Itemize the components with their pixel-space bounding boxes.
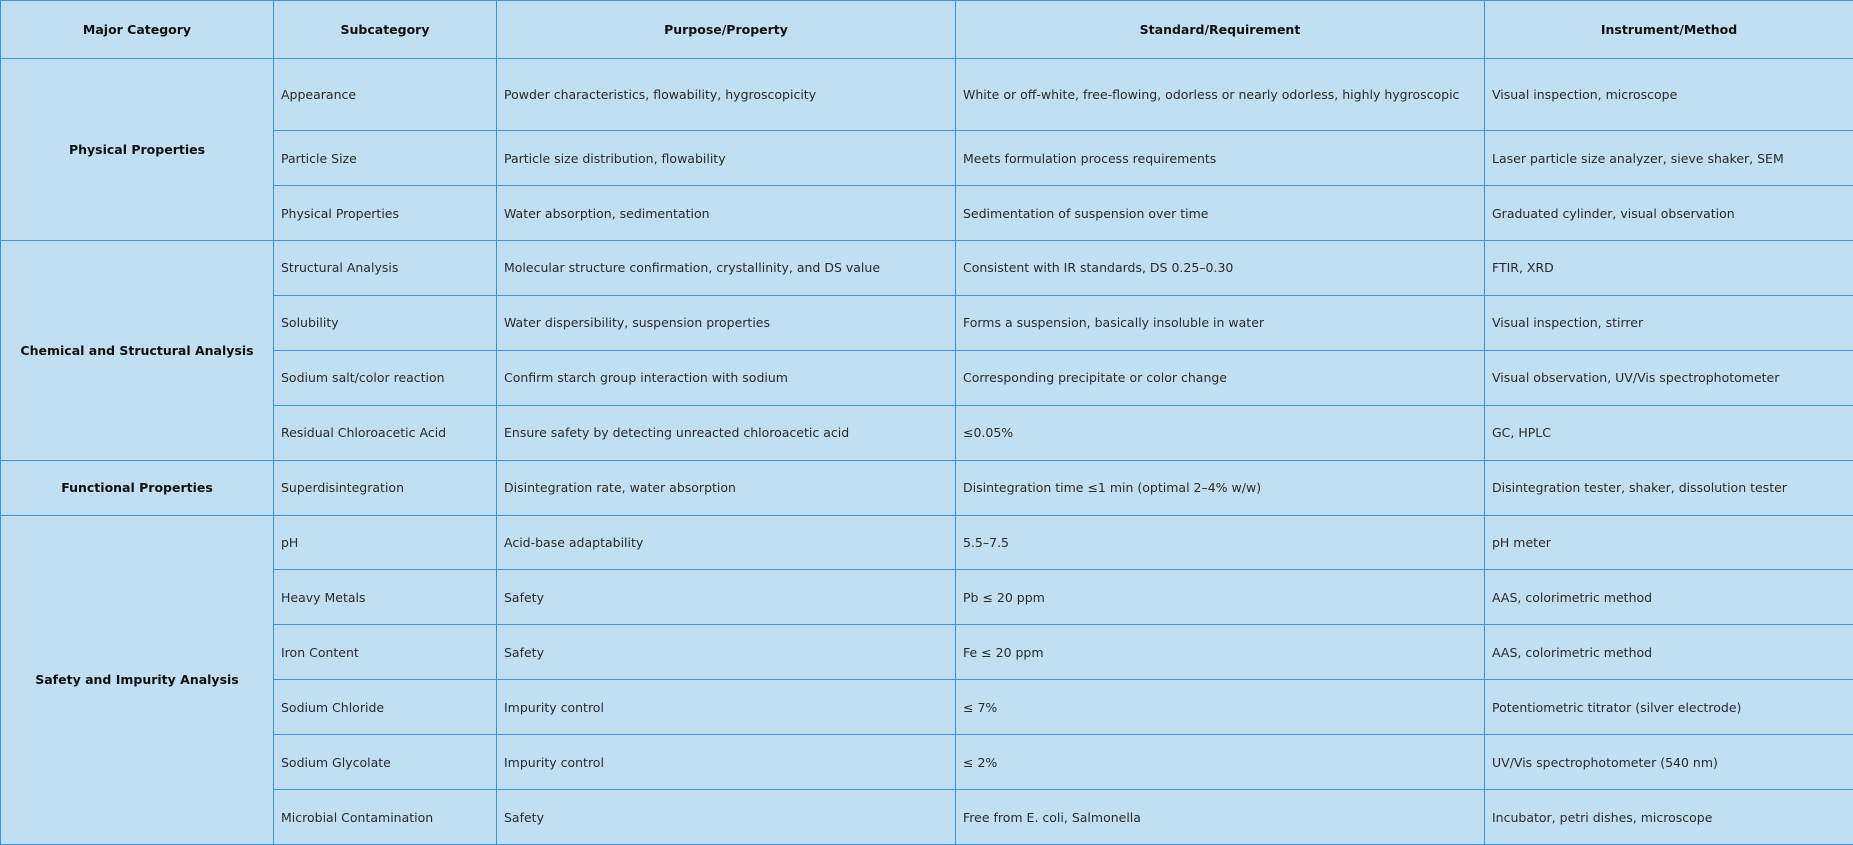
method-cell: Graduated cylinder, visual observation [1485, 186, 1853, 241]
subcategory-cell: Superdisintegration [274, 460, 497, 515]
subcategory-cell: Structural Analysis [274, 241, 497, 296]
subcategory-cell: Heavy Metals [274, 570, 497, 625]
standard-cell: Corresponding precipitate or color change [956, 350, 1485, 405]
subcategory-cell: Solubility [274, 295, 497, 350]
method-cell: Visual observation, UV/Vis spectrophotometer [1485, 350, 1853, 405]
table-row [1, 59, 1853, 131]
subcategory-cell: Residual Chloroacetic Acid [274, 405, 497, 460]
purpose-cell: Particle size distribution, flowability [497, 131, 956, 186]
table-row [1, 131, 1853, 186]
method-cell: FTIR, XRD [1485, 241, 1853, 296]
standard-cell: ≤ 2% [956, 735, 1485, 790]
standard-cell: Pb ≤ 20 ppm [956, 570, 1485, 625]
header-standard-requirement: Standard/Requirement [956, 1, 1485, 59]
purpose-cell: Water absorption, sedimentation [497, 186, 956, 241]
table-row [1, 186, 1853, 241]
purpose-cell: Safety [497, 570, 956, 625]
table-row [1, 350, 1853, 405]
purpose-cell: Ensure safety by detecting unreacted chloroacetic acid [497, 405, 956, 460]
subcategory-cell: pH [274, 515, 497, 570]
major-category-cell: Physical Properties [1, 59, 274, 241]
method-cell: Incubator, petri dishes, microscope [1485, 790, 1853, 845]
method-cell: Potentiometric titrator (silver electrode) [1485, 680, 1853, 735]
method-cell: GC, HPLC [1485, 405, 1853, 460]
method-cell: Visual inspection, stirrer [1485, 295, 1853, 350]
table-row [1, 515, 1853, 570]
standard-cell: Meets formulation process requirements [956, 131, 1485, 186]
standard-cell: ≤0.05% [956, 405, 1485, 460]
subcategory-cell: Microbial Contamination [274, 790, 497, 845]
standard-cell: Forms a suspension, basically insoluble in water [956, 295, 1485, 350]
standard-cell: Sedimentation of suspension over time [956, 186, 1485, 241]
table-row [1, 460, 1853, 515]
subcategory-cell: Iron Content [274, 625, 497, 680]
standard-cell: ≤ 7% [956, 680, 1485, 735]
purpose-cell: Impurity control [497, 680, 956, 735]
purpose-cell: Acid-base adaptability [497, 515, 956, 570]
subcategory-cell: Particle Size [274, 131, 497, 186]
method-cell: Disintegration tester, shaker, dissolution tester [1485, 460, 1853, 515]
header-row [1, 1, 1853, 59]
method-cell: Laser particle size analyzer, sieve shaker, SEM [1485, 131, 1853, 186]
table-row [1, 405, 1853, 460]
method-cell: AAS, colorimetric method [1485, 625, 1853, 680]
subcategory-cell: Appearance [274, 59, 497, 131]
purpose-cell: Powder characteristics, flowability, hygroscopicity [497, 59, 956, 131]
header-subcategory: Subcategory [274, 1, 497, 59]
purpose-cell: Confirm starch group interaction with sodium [497, 350, 956, 405]
standard-cell: Free from E. coli, Salmonella [956, 790, 1485, 845]
header-major-category: Major Category [1, 1, 274, 59]
method-cell: Visual inspection, microscope [1485, 59, 1853, 131]
subcategory-cell: Sodium Glycolate [274, 735, 497, 790]
subcategory-cell: Physical Properties [274, 186, 497, 241]
header-purpose-property: Purpose/Property [497, 1, 956, 59]
table-row [1, 790, 1853, 845]
method-cell: UV/Vis spectrophotometer (540 nm) [1485, 735, 1853, 790]
purpose-cell: Disintegration rate, water absorption [497, 460, 956, 515]
table-row [1, 680, 1853, 735]
method-cell: pH meter [1485, 515, 1853, 570]
method-cell: AAS, colorimetric method [1485, 570, 1853, 625]
standard-cell: Consistent with IR standards, DS 0.25–0.30 [956, 241, 1485, 296]
table-row [1, 625, 1853, 680]
standard-cell: 5.5–7.5 [956, 515, 1485, 570]
header-instrument-method: Instrument/Method [1485, 1, 1853, 59]
table-row [1, 570, 1853, 625]
purpose-cell: Safety [497, 625, 956, 680]
standard-cell: Fe ≤ 20 ppm [956, 625, 1485, 680]
major-category-cell: Functional Properties [1, 460, 274, 515]
major-category-cell: Chemical and Structural Analysis [1, 241, 274, 461]
purpose-cell: Molecular structure confirmation, crystallinity, and DS value [497, 241, 956, 296]
purpose-cell: Impurity control [497, 735, 956, 790]
standard-cell: White or off-white, free-flowing, odorless or nearly odorless, highly hygroscopic [956, 59, 1485, 131]
subcategory-cell: Sodium Chloride [274, 680, 497, 735]
purpose-cell: Safety [497, 790, 956, 845]
major-category-cell: Safety and Impurity Analysis [1, 515, 274, 844]
table-row [1, 241, 1853, 296]
purpose-cell: Water dispersibility, suspension properties [497, 295, 956, 350]
subcategory-cell: Sodium salt/color reaction [274, 350, 497, 405]
table-row [1, 735, 1853, 790]
table-row [1, 295, 1853, 350]
standard-cell: Disintegration time ≤1 min (optimal 2–4% w/w) [956, 460, 1485, 515]
